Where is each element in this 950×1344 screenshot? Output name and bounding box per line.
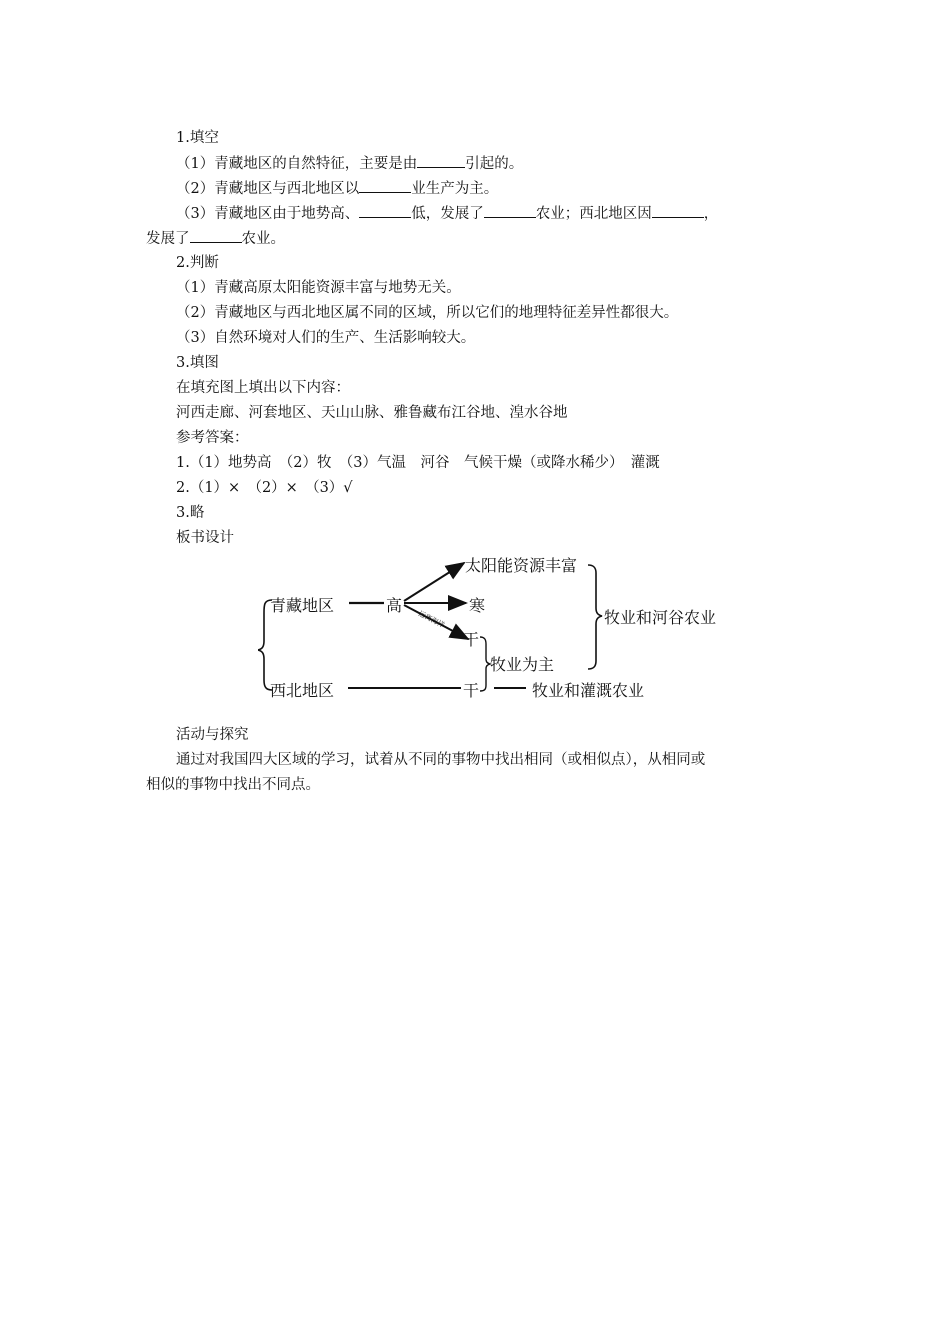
section-2-title: 2.判断: [176, 255, 219, 271]
fill-question-2: [176, 178, 498, 199]
node-qingzang: 青藏地区: [270, 596, 335, 615]
node-han: 寒: [469, 596, 486, 615]
board-design-title: 板书设计: [176, 530, 234, 546]
activity-title: 活动与探究: [176, 727, 249, 743]
node-muye-hegu: 牧业和河谷农业: [604, 608, 717, 627]
right-brace-qingzang: [588, 565, 602, 669]
node-gao: 高: [386, 596, 403, 615]
answers-title: 参考答案：: [176, 430, 249, 446]
arrow-to-solar: [404, 563, 464, 601]
fill-question-3-text-b: 低，发展了: [411, 206, 484, 222]
fill-question-1: [176, 153, 523, 174]
node-muye-guangai: 牧业和灌溉农业: [532, 681, 645, 700]
node-gan-bottom: 干: [463, 681, 480, 700]
answer-3: 3.略: [176, 505, 205, 521]
board-diagram: [258, 553, 728, 703]
arrow-label-small: 远离海洋: [417, 609, 446, 630]
fill-question-3-text-e: 发展了: [146, 231, 190, 247]
fill-question-1-text-a: （1）青藏地区的自然特征，主要是由: [176, 156, 418, 172]
fill-question-3-text-d: ，: [703, 206, 719, 222]
map-items: 河西走廊、河套地区、天山山脉、雅鲁藏布江谷地、湟水谷地: [176, 405, 568, 421]
fill-question-3-text-f: 农业。: [241, 231, 285, 247]
node-gan-top: 干: [463, 630, 480, 649]
node-solar: 太阳能资源丰富: [465, 556, 578, 575]
fill-question-3-text-c: 农业；西北地区因: [535, 206, 652, 222]
activity-paragraph-line-1: 通过对我国四大区域的学习，试着从不同的事物中找出相同（或相似点），从相同或: [176, 752, 706, 768]
judge-question-1: （1）青藏高原太阳能资源丰富与地势无关。: [176, 280, 461, 296]
answer-blank: [652, 203, 704, 218]
answer-1: 1.（1）地势高 （2）牧 （3）气温 河谷 气候干燥（或降水稀少） 灌溉: [176, 455, 660, 471]
fill-question-2-text-b: 业生产为主。: [411, 181, 499, 197]
fill-question-3-text-a: （3）青藏地区由于地势高、: [176, 206, 360, 222]
answer-blank: [484, 203, 536, 218]
fill-question-1-text-b: 引起的。: [465, 156, 524, 172]
activity-paragraph-line-2: 相似的事物中找出不同点。: [146, 777, 320, 793]
fill-question-3-line-2: [146, 228, 285, 249]
answer-blank: [417, 153, 465, 168]
fill-question-3-line-1: [176, 203, 718, 224]
answer-blank: [190, 228, 242, 243]
answer-blank: [359, 203, 411, 218]
node-xibei: 西北地区: [270, 681, 335, 700]
judge-question-3: （3）自然环境对人们的生产、生活影响较大。: [176, 330, 476, 346]
judge-question-2: （2）青藏地区与西北地区属不同的区域，所以它们的地理特征差异性都很大。: [176, 305, 679, 321]
node-muye-main: 牧业为主: [490, 655, 555, 674]
fill-question-2-text-a: （2）青藏地区与西北地区以: [176, 181, 360, 197]
answer-2: 2.（1）× （2）× （3）√: [176, 480, 353, 496]
small-brace-gan: [480, 637, 490, 691]
map-instruction: 在填充图上填出以下内容：: [176, 380, 350, 396]
section-3-title: 3.填图: [176, 355, 219, 371]
section-1-title: 1.填空: [176, 130, 219, 146]
answer-blank: [359, 178, 411, 193]
